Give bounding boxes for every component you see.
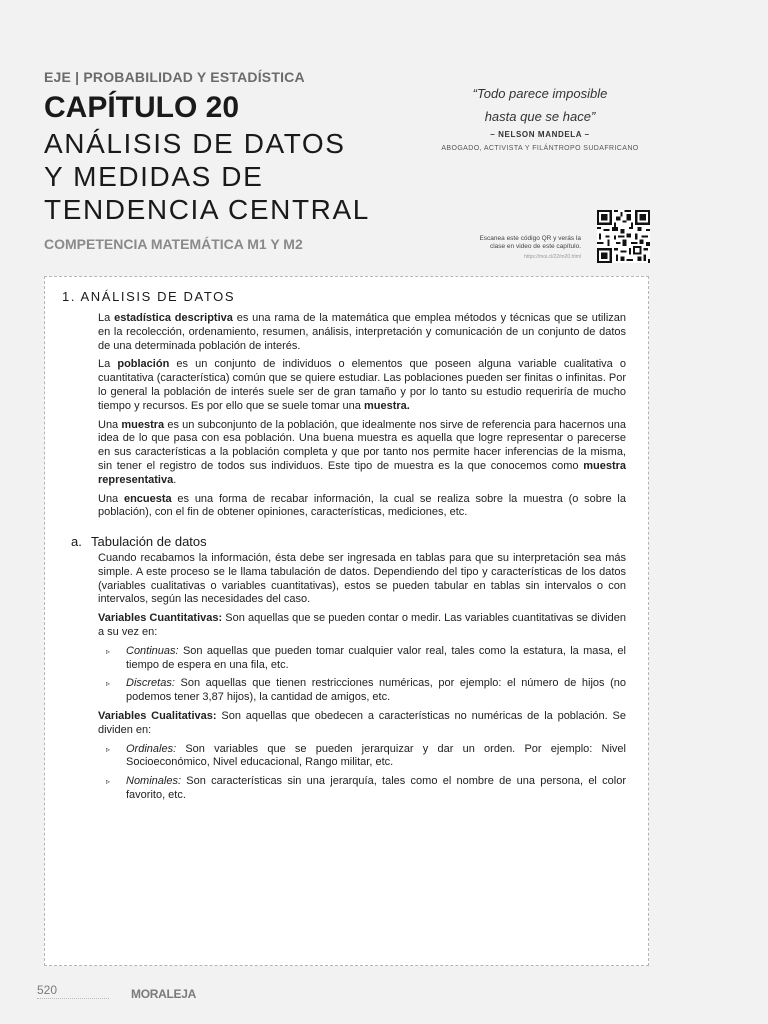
eje-label: EJE | PROBABILIDAD Y ESTADÍSTICA — [44, 69, 305, 85]
quote-block — [420, 82, 660, 152]
arrow-bullet-icon: ▹ — [106, 777, 111, 787]
qr-caption-line: clase en video de este capítulo. — [489, 243, 581, 250]
subsection-body — [98, 552, 626, 808]
arrow-bullet-icon: ▹ — [106, 646, 111, 656]
chapter-title-line: TENDENCIA CENTRAL — [44, 194, 370, 225]
section-body — [98, 312, 626, 525]
subsection-title: a. Tabulación de datos — [71, 534, 207, 549]
paragraph: La población es un conjunto de individuos o elementos que poseen alguna variable cualitativa o cuantitativa (característica) común que se quiere estudiar. Las poblaciones pueden ser finitas o infinitas. Por lo general la población de interés suele ser de gran tamaño y por lo tanto su estudio requeriría de mucho tiempo y recursos. Es por ello que se suele tomar una muestra. — [98, 358, 626, 412]
qr-caption — [440, 235, 581, 261]
footer-divider — [37, 998, 109, 999]
paragraph: Cuando recabamos la información, ésta debe ser ingresada en tablas para que su interpretación sea más simple. A este proceso se le llama tabulación de datos. Dependiendo del tipo y características de los datos (variables cualitativas o variables cuantitativas), estos se pueden tabular en tablas sin intervalos o con intervalos, según las necesidades del caso. — [98, 552, 626, 606]
chapter-title — [44, 127, 370, 226]
section-title: 1. ANÁLISIS DE DATOS — [62, 289, 236, 304]
quote-author-role: ABOGADO, ACTIVISTA Y FILÁNTROPO SUDAFRICANO — [441, 145, 639, 152]
list-item: ▹ Nominales: Son características sin una jerarquía, tales como el nombre de una persona, el color favorito, etc. — [106, 775, 626, 801]
quote-line: hasta que se hace” — [484, 109, 596, 124]
quote-line: “Todo parece imposible — [472, 86, 608, 101]
arrow-bullet-icon: ▹ — [106, 679, 111, 689]
chapter-number: CAPÍTULO 20 — [44, 91, 240, 124]
competencia-label: COMPETENCIA MATEMÁTICA M1 Y M2 — [44, 236, 303, 252]
paragraph: Una encuesta es una forma de recabar información, la cual se realiza sobre la muestra (o sobre la población), con el fin de obtener opiniones, características, mediciones, etc. — [98, 492, 626, 519]
arrow-bullet-icon: ▹ — [106, 744, 111, 754]
paragraph: Variables Cualitativas: Son aquellas que obedecen a características no numéricas de la población. Se dividen en: — [98, 709, 626, 736]
list-item: ▹ Ordinales: Son variables que se pueden jerarquizar y dar un orden. Por ejemplo: Nivel Socioeconómico, Nivel educacional, Rango militar, etc. — [106, 742, 626, 769]
paragraph: Una muestra es un subconjunto de la población, que idealmente nos sirve de referencia para hacernos una idea de lo que pasa con esa población. Una buena muestra es aquella que logre representar o parecerse en sus características a la población completa y que por tanto nos permite hacer inferencias de la misma, sin tener el registro de todos sus individuos. Este tipo de muestra es la que conocemos como muestra representativa. — [98, 418, 626, 486]
qr-url: https://moi.cl/22/m20.html — [524, 254, 581, 260]
qr-code-icon[interactable] — [597, 210, 650, 263]
bullet-list — [98, 743, 626, 803]
qr-caption-line: Escanea este código QR y verás la — [479, 235, 581, 242]
list-item: ▹ Continuas: Son aquellas que pueden tomar cualquier valor real, tales como la estatura, la masa, el tiempo de espera en una fila, etc. — [106, 644, 626, 671]
publisher-logo: MORALEJA — [131, 987, 196, 1001]
page-number: 520 — [37, 983, 58, 997]
chapter-title-line: Y MEDIDAS DE — [44, 161, 264, 192]
list-item: ▹ Discretas: Son aquellas que tienen restricciones numéricas, por ejemplo: el número de hijos (no podemos tener 3,87 hijos), la cantidad de amigos, etc. — [106, 677, 626, 704]
chapter-title-line: ANÁLISIS DE DATOS — [44, 128, 346, 159]
quote-author: – NELSON MANDELA – — [490, 130, 590, 139]
bullet-list — [98, 645, 626, 705]
paragraph: Variables Cuantitativas: Son aquellas que se pueden contar o medir. Las variables cuantitativas se dividen a su vez en: — [98, 612, 626, 638]
paragraph: La estadística descriptiva es una rama de la matemática que emplea métodos y técnicas que se utilizan en la recolección, ordenamiento, resumen, análisis, interpretación y comunicación de un conjunto de datos de una determinada población de interés. — [98, 312, 626, 352]
